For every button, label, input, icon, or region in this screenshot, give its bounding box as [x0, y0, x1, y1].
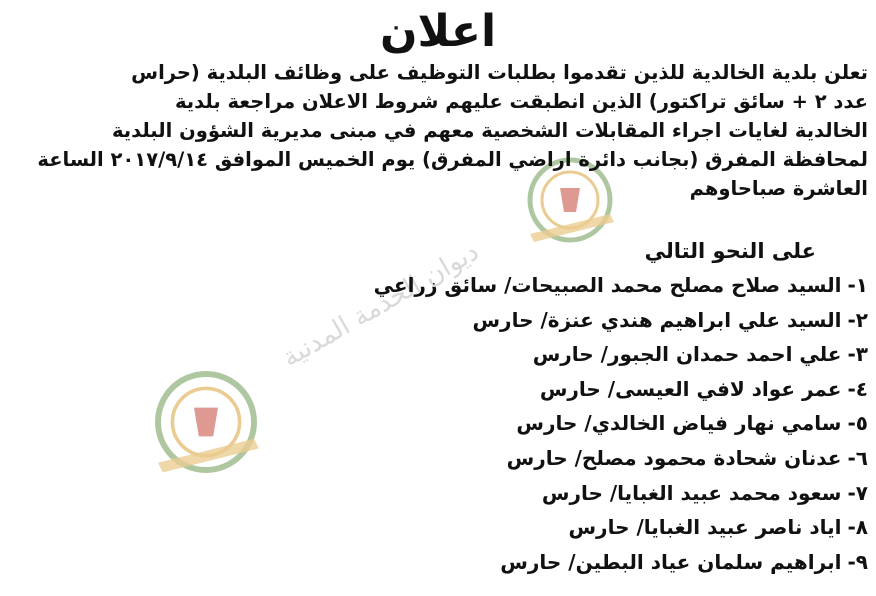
list-item-number: ٦-	[847, 445, 868, 470]
list-item-number: ٥-	[847, 411, 868, 436]
announcement-paragraph	[8, 58, 868, 203]
paragraph-line: العاشرة صباحاوهم	[689, 177, 868, 200]
list-item	[374, 337, 868, 372]
list-item-text: سعود محمد عبيد الغبايا/ حارس	[541, 480, 842, 505]
list-item-number: ٤-	[847, 376, 868, 401]
paragraph-line: تعلن بلدية الخالدية للذين تقدموا بطلبات التوظيف على وظائف البلدية (حراس	[131, 61, 868, 84]
list-item-text: علي احمد حمدان الجبور/ حارس	[532, 342, 842, 367]
list-item	[374, 441, 868, 476]
list-item-text: عدنان شحادة محمود مصلح/ حارس	[506, 445, 842, 470]
list-item-text: ابراهيم سلمان عياد البطين/ حارس	[500, 549, 842, 574]
list-item	[374, 372, 868, 407]
list-item-number: ٣-	[847, 342, 868, 367]
list-item-text: عمر عواد لافي العيسى/ حارس	[539, 376, 842, 401]
list-item	[374, 303, 868, 338]
list-item	[374, 406, 868, 441]
list-item-number: ٩-	[847, 549, 868, 574]
list-item-text: السيد صلاح مصلح محمد الصبيحات/ سائق زراعي	[373, 273, 842, 297]
list-item-number: ١-	[847, 273, 868, 297]
list-item-number: ٢-	[847, 307, 868, 332]
list-item	[374, 268, 868, 303]
list-item	[374, 545, 868, 580]
watermark-text: ديوان الخدمة المدنية	[277, 236, 485, 374]
candidates-list	[374, 268, 868, 579]
list-item-text: اياد ناصر عبيد الغبايا/ حارس	[568, 515, 842, 540]
civil-service-seal-icon	[146, 362, 266, 482]
page-title: اعلان	[379, 6, 497, 57]
list-intro: على النحو التالي	[644, 239, 816, 263]
list-item-text: سامي نهار فياض الخالدي/ حارس	[516, 411, 842, 436]
list-item-number: ٨-	[847, 515, 868, 540]
paragraph-line: الخالدية لغايات اجراء المقابلات الشخصية معهم في مبنى مديرية الشؤون البلدية	[111, 119, 868, 142]
list-item-text: السيد علي ابراهيم هندي عنزة/ حارس	[472, 307, 842, 332]
paragraph-line: عدد ٢ + سائق تراكتور) الذين انطبقت عليهم شروط الاعلان مراجعة بلدية	[174, 90, 868, 113]
paragraph-line: لمحافظة المفرق (بجانب دائرة اراضي المفرق) يوم الخميس الموافق ٢٠١٧/٩/١٤ الساعة	[37, 148, 868, 171]
list-item	[374, 476, 868, 511]
list-item	[374, 510, 868, 545]
list-item-number: ٧-	[847, 480, 868, 505]
